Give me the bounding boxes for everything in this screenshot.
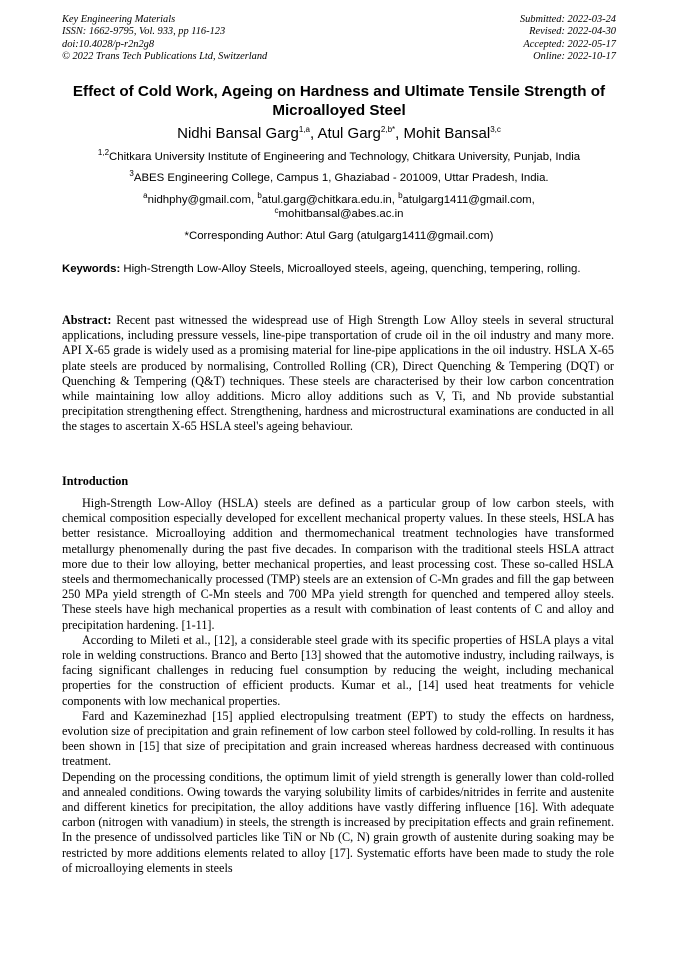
keywords-label: Keywords: xyxy=(62,263,121,275)
email-link[interactable]: mohitbansal@abes.ac.in xyxy=(278,208,404,220)
keywords xyxy=(62,262,614,277)
submission-dates xyxy=(520,14,616,64)
author-sup: 3,c xyxy=(490,125,501,134)
email-link[interactable]: atulgarg1411@gmail.com, xyxy=(402,194,535,206)
author-emails xyxy=(40,193,638,222)
author-name: Mohit Bansal xyxy=(403,125,491,142)
email-line-2 xyxy=(40,207,638,222)
journal-issn: ISSN: 1662-9795, Vol. 933, pp 116-123 xyxy=(62,26,226,38)
affiliation-2 xyxy=(40,171,638,185)
email-link[interactable]: nidhphy@gmail.com, xyxy=(147,194,255,206)
body-paragraph: Fard and Kazeminezhad [15] applied electropulsing treatment (EPT) to study the effects on hardness, evolution size of precipitation and grain refinement of low carbon steel followed by cold-rolling. In results it has been shown in [15] that size of precipitation and grain increased whereas hardness decreased with continuous treatment. xyxy=(62,708,614,769)
email-sup: b xyxy=(398,191,403,201)
email-line-1 xyxy=(40,193,638,207)
affiliation-1 xyxy=(40,150,638,164)
affiliation-text: Chitkara University Institute of Engineering and Technology, Chitkara University, Punjab, India xyxy=(109,151,581,163)
journal-doi[interactable]: doi:10.4028/p-r2n2g8 xyxy=(62,38,155,50)
abstract-label: Abstract: xyxy=(62,313,112,327)
accepted-date: Accepted: 2022-05-17 xyxy=(523,38,616,50)
section-heading-introduction: Introduction xyxy=(62,474,129,488)
corresponding-author: *Corresponding Author: Atul Garg (atulgarg1411@gmail.com) xyxy=(184,230,494,242)
email-sup: a xyxy=(143,191,148,201)
revised-date: Revised: 2022-04-30 xyxy=(529,26,616,38)
keywords-text: High-Strength Low-Alloy Steels, Microalloyed steels, ageing, quenching, tempering, rolling. xyxy=(123,263,581,275)
body-paragraph: According to Mileti et al., [12], a considerable steel grade with its specific properties of HSLA plays a vital role in welding constructions. Branco and Berto [13] showed that the automotive industry, including railways, is facing significant challenges in reducing fuel consumption by reducing the weight, including mechanical properties for the construction of efficient products. Kumar et al., [14] used heat treatments for vehicle components with low mechanical properties. xyxy=(62,632,614,708)
affiliation-text: ABES Engineering College, Campus 1, Ghaziabad - 201009, Uttar Pradesh, India. xyxy=(133,172,549,184)
journal-info xyxy=(62,14,267,64)
email-link[interactable]: atul.garg@chitkara.edu.in, xyxy=(261,194,395,206)
author-sup: 2,b* xyxy=(380,125,396,134)
affiliation-sup: 3 xyxy=(129,169,134,179)
body-paragraph: High-Strength Low-Alloy (HSLA) steels are defined as a particular group of low carbon steels, with chemical composition especially developed for excellent mechanical property values. In these steels, HSLA has better resistance. Microalloying addition and thermomechanical treatment technologies have transformed metallurgy phenomenally during the past five decades. In comparison with the traditional steels HSLA attract more due to their low alloying, better mechanical properties, and least processing cost. These so-called HSLA steels and thermomechanically processed (TMP) steels are an extension of C-Mn grades and fill the gap between 250 MPa yield strength of C-Mn steels and 700 MPa yield strength for quenched and tempered alloy steels. These steels have high mechanical properties as a result with combination of least contents of C and alloy and precipitation hardening. [1-11]. xyxy=(62,496,614,632)
introduction-body xyxy=(62,496,614,876)
author-name: Nidhi Bansal Garg xyxy=(177,125,299,142)
journal-copyright: © 2022 Trans Tech Publications Ltd, Switzerland xyxy=(62,51,268,63)
body-paragraph: Depending on the processing conditions, the optimum limit of yield strength is generally lower than cold-rolled and annealed conditions. Owing towards the varying solubility limits of carbides/nitrides in ferrite and austenite and different kinetics for precipitation, the alloy additions have vastly differing influence [16]. With adequate carbon (nitrogen with vanadium) in steels, the strength is increased by precipitation effects and grain refinement. In the presence of undissolved particles like TiN or Nb (C, N) grain growth of austenite during soaking may be restricted by more additions elements related to alloy [17]. Systematic efforts have been made to study the role of microalloying elements in steels xyxy=(62,769,614,875)
author-list: Nidhi Bansal Garg$^{1,a}$, Atul Garg$^{2,b*}$, Mohit Bansal$^{3,c}$ xyxy=(177,125,501,142)
journal-name: Key Engineering Materials xyxy=(62,14,176,25)
affiliation-sup: 1,2 xyxy=(97,148,110,158)
abstract xyxy=(62,313,614,435)
email-sup: b xyxy=(257,191,262,201)
author-sup: 1,a xyxy=(298,125,310,134)
email-sup: c xyxy=(274,206,279,215)
author-name: Atul Garg xyxy=(317,125,381,142)
online-date: Online: 2022-10-17 xyxy=(533,51,616,63)
paper-title: Effect of Cold Work, Ageing on Hardness and Ultimate Tensile Strength of Microalloyed Steel xyxy=(72,83,606,119)
submitted-date: Submitted: 2022-03-24 xyxy=(519,14,616,25)
abstract-text: Recent past witnessed the widespread use of High Strength Low Alloy steels in several structural applications, including pressure vessels, line-pipe transportation of crude oil in the oil industry and many more. API X-65 grade is widely used as a promising material for line-pipe applications in the oil industry. HSLA X-65 plate steels are produced by normalising, Controlled Rolling (CR), Direct Quenching & Tempering (DQT) or Quenching & Tempering (Q&T) techniques. These steels are characterised by their low carbon concentration while maintaining low alloy additions. Micro alloy additions such as V, Ti, and Nb provide substantial precipitation strengthening effect. Strengthening, hardness and microstructural examinations are conducted in all the stages to ascertain X-65 HSLA steel's ageing behaviour. xyxy=(62,313,615,434)
